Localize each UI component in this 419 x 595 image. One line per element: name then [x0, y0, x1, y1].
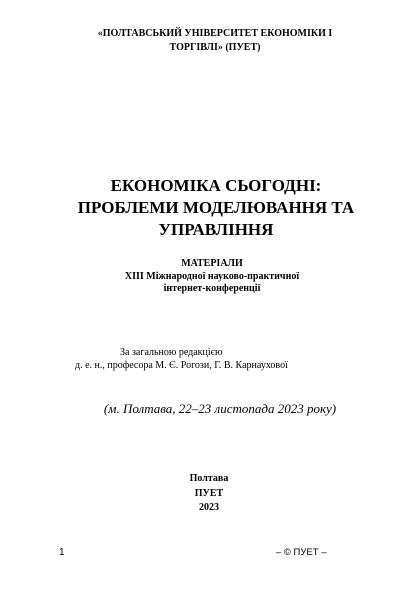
university-name-line-1: «ПОЛТАВСЬКИЙ УНІВЕРСИТЕТ ЕКОНОМІКИ І: [97, 28, 333, 39]
conference-name-line-1: XIII Міжнародної науково-практичної: [124, 270, 300, 282]
conference-place-date: (м. Полтава, 22–23 листопада 2023 року): [103, 401, 337, 416]
imprint: [9, 472, 409, 516]
materials-heading: МАТЕРІАЛИ: [181, 258, 243, 269]
book-title: [16, 175, 416, 241]
university-name-line-2: ТОРГІВЛІ» (ПУЕТ): [169, 42, 261, 53]
editors-intro: За загальною редакцією: [120, 347, 223, 358]
imprint-year: 2023: [199, 502, 219, 513]
university-name: [30, 27, 400, 55]
copyright-footer: – © ПУЕТ –: [276, 547, 327, 558]
imprint-city: Полтава: [189, 473, 229, 484]
book-title-line-1: ЕКОНОМІКА СЬОГОДНІ:: [110, 176, 322, 195]
book-title-line-3: УПРАВЛІННЯ: [158, 220, 274, 239]
book-title-line-2: ПРОБЛЕМИ МОДЕЛЮВАННЯ ТА: [77, 198, 355, 217]
conference-materials: [12, 258, 412, 296]
editors: [75, 346, 419, 372]
editors-names: д. е. н., професора М. Є. Рогози, Г. В. Карнаухової: [75, 360, 288, 371]
imprint-publisher: ПУЕТ: [194, 487, 224, 499]
conference-name-line-2: інтернет-конференції: [163, 283, 261, 294]
page-number: 1: [59, 547, 65, 558]
